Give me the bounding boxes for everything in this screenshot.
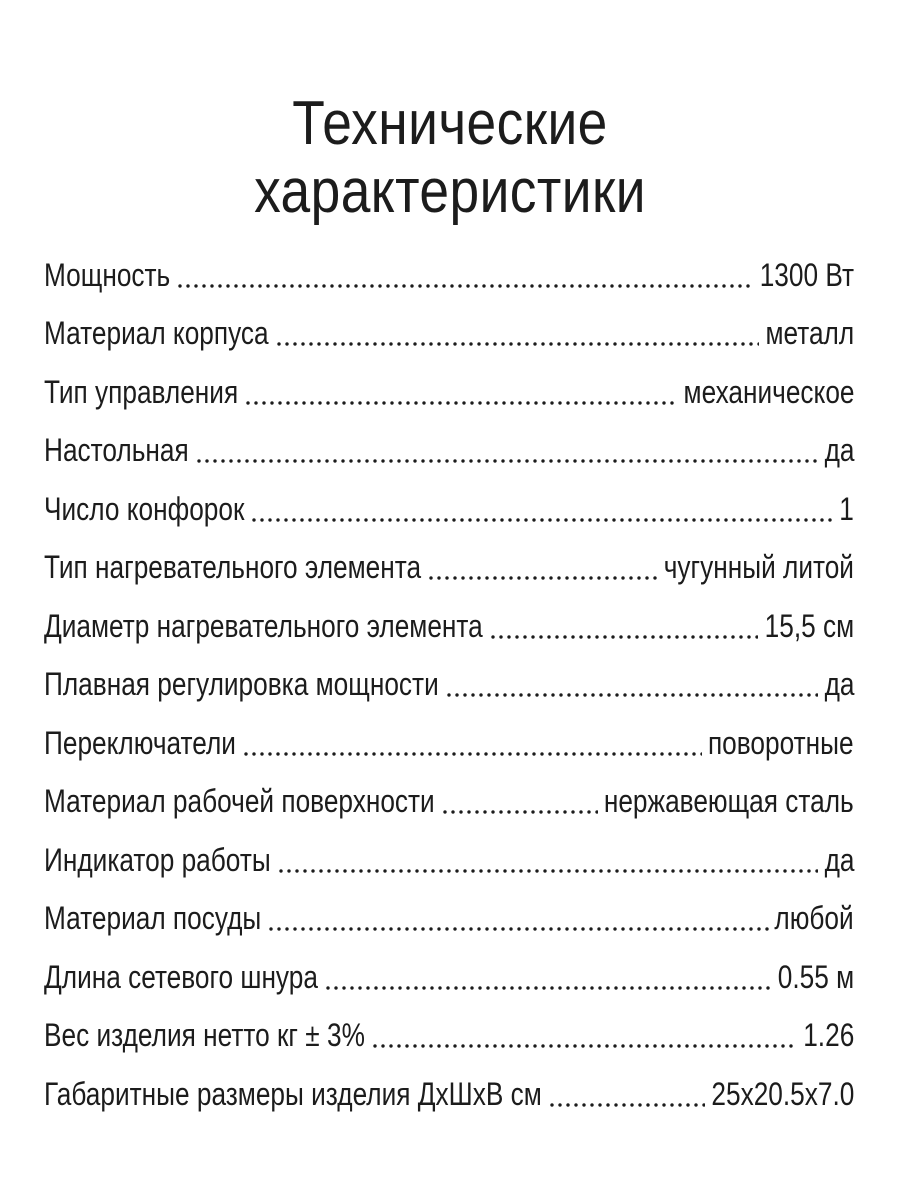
spec-value: 15,5 см [764,607,854,644]
spec-label: Мощность [44,256,171,293]
dot-leader [275,342,760,346]
spec-value: 0.55 м [777,958,854,995]
dot-leader [324,986,772,990]
dot-leader [445,693,818,697]
spec-list [44,236,854,1114]
spec-value: металл [765,315,854,351]
spec-value: механическое [683,373,854,410]
spec-value: да [824,841,854,878]
spec-label: Материал посуды [44,900,262,936]
spec-label: Вес изделия нетто кг ± 3% [44,1017,365,1053]
spec-value: нержавеющая сталь [604,783,854,819]
spec-row-work-surface-material [44,763,854,822]
spec-row-tabletop [44,412,854,471]
title-line-2: характеристики [254,156,646,226]
spec-row-dimensions [44,1055,854,1114]
dot-leader [427,576,658,580]
spec-row-cord-length [44,938,854,997]
dot-leader [371,1044,797,1048]
dot-leader [441,810,598,814]
dot-leader [195,459,818,463]
spec-row-cookware-material [44,880,854,939]
spec-label: Число конфорок [44,490,245,527]
spec-value: поворотные [708,724,854,761]
spec-label: Тип нагревательного элемента [44,549,422,585]
spec-label: Переключатели [44,724,236,761]
spec-value: да [824,666,854,702]
dot-leader [548,1103,705,1107]
spec-label: Диаметр нагревательного элемента [44,607,483,644]
spec-row-power-indicator [44,821,854,880]
spec-row-smooth-power-control [44,646,854,705]
dot-leader [244,401,677,405]
spec-label: Габаритные размеры изделия ДхШхВ см [44,1075,542,1112]
spec-row-control-type [44,353,854,412]
spec-row-switches [44,704,854,763]
page-title [63,90,837,226]
spec-value: 1 [839,490,854,527]
spec-value: да [824,432,854,468]
spec-value: любой [774,900,854,936]
spec-label: Материал корпуса [44,315,269,351]
spec-label: Материал рабочей поверхности [44,783,435,819]
spec-value: 1300 Вт [759,256,854,293]
dot-leader [176,284,753,288]
dot-leader [489,635,759,639]
dot-leader [267,927,768,931]
spec-row-power [44,236,854,295]
spec-row-heating-element-diameter [44,587,854,646]
dot-leader [277,869,818,873]
spec-label: Плавная регулировка мощности [44,666,439,702]
spec-label: Тип управления [44,373,239,410]
spec-row-burner-count [44,470,854,529]
spec-label: Настольная [44,432,189,468]
spec-row-body-material [44,295,854,354]
title-line-1: Технические [292,88,608,158]
spec-label: Длина сетевого шнура [44,958,318,995]
spec-row-net-weight [44,997,854,1056]
dot-leader [250,518,833,522]
spec-value: 25x20.5x7.0 [711,1075,854,1112]
spec-label: Индикатор работы [44,841,271,878]
spec-value: чугунный литой [663,549,854,585]
dot-leader [242,752,702,756]
spec-row-heating-element-type [44,529,854,588]
spec-value: 1.26 [802,1017,854,1053]
